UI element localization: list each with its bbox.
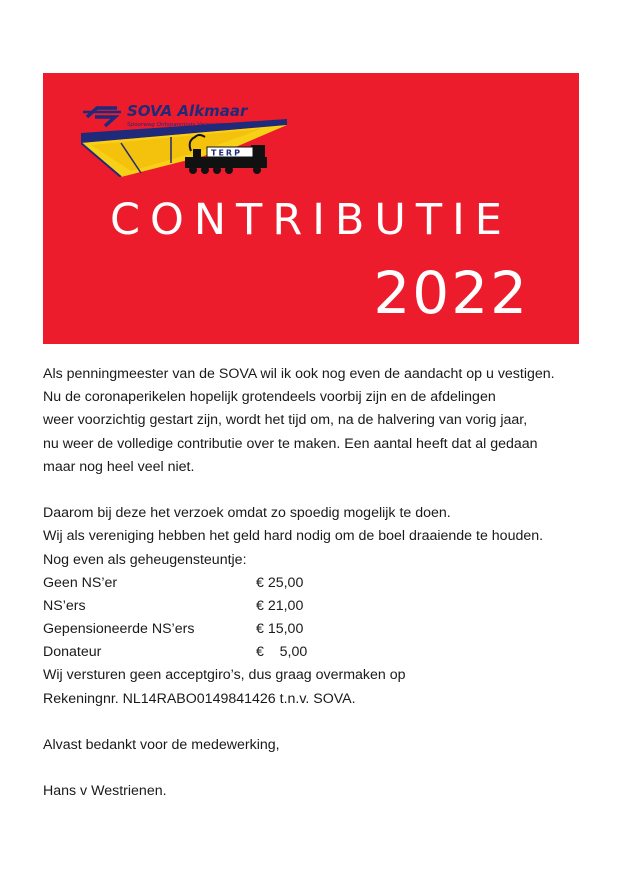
account-number-line: Rekeningnr. NL14RABO0149841426 t.n.v. SOVA. bbox=[43, 690, 356, 707]
contributie-banner bbox=[43, 73, 579, 344]
paragraph-spacer bbox=[43, 757, 603, 780]
sova-alkmaar-logo bbox=[81, 99, 287, 177]
text-line: Daarom bij deze het verzoek omdat zo spoedig mogelijk te doen. bbox=[43, 505, 451, 522]
text-line: nu weer de volledige contributie over te maken. Een aantal heeft dat al gedaan bbox=[43, 435, 538, 452]
fee-label: NS’ers bbox=[43, 597, 86, 614]
text-line: Wij als vereniging hebben het geld hard nodig om de boel draaiende te houden. bbox=[43, 528, 544, 545]
text-line: Als penningmeester van de SOVA wil ik ook nog even de aandacht op u vestigen. bbox=[43, 366, 555, 382]
fee-row bbox=[43, 595, 603, 618]
thanks-line: Alvast bedankt voor de medewerking, bbox=[43, 737, 280, 753]
svg-text:TERP: TERP bbox=[211, 148, 242, 158]
svg-text:SOVA Alkmaar: SOVA Alkmaar bbox=[127, 102, 248, 120]
fee-label: Geen NS’er bbox=[43, 574, 118, 591]
svg-text:Spoorweg Ontspannings Verenigi: Spoorweg Ontspannings Vereniging bbox=[127, 122, 228, 128]
payment-instructions bbox=[43, 664, 603, 710]
letter-body bbox=[43, 363, 603, 804]
fee-label: Donateur bbox=[43, 644, 102, 661]
text-line: weer voorzichtig gestart zijn, wordt het tijd om, na de halvering van vorig jaar, bbox=[43, 412, 528, 429]
fee-amount: € 15,00 bbox=[256, 621, 304, 638]
banner-year: 2022 bbox=[373, 259, 529, 327]
ns-icon bbox=[83, 108, 121, 126]
fee-row bbox=[43, 618, 603, 641]
fee-row bbox=[43, 641, 603, 664]
signature: Hans v Westrienen. bbox=[43, 783, 167, 800]
text-line: Nu de coronaperikelen hopelijk grotendeels voorbij zijn en de afdelingen bbox=[43, 389, 496, 406]
text-line: Wij versturen geen acceptgiro’s, dus graag overmaken op bbox=[43, 667, 406, 684]
paragraph-spacer bbox=[43, 711, 603, 734]
fee-row bbox=[43, 572, 603, 595]
fee-amount: € 25,00 bbox=[256, 574, 304, 591]
fee-amount: € 21,00 bbox=[256, 597, 304, 614]
banner-title: CONTRIBUTIE bbox=[110, 195, 512, 245]
fee-list bbox=[43, 572, 603, 665]
paragraph-spacer bbox=[43, 479, 603, 502]
text-line: maar nog heel veel niet. bbox=[43, 458, 195, 475]
fee-amount: € 5,00 bbox=[256, 644, 308, 661]
text-line: Nog even als geheugensteuntje: bbox=[43, 551, 247, 568]
fee-label: Gepensioneerde NS’ers bbox=[43, 621, 195, 638]
request-paragraph bbox=[43, 502, 603, 572]
intro-paragraph bbox=[43, 363, 603, 479]
